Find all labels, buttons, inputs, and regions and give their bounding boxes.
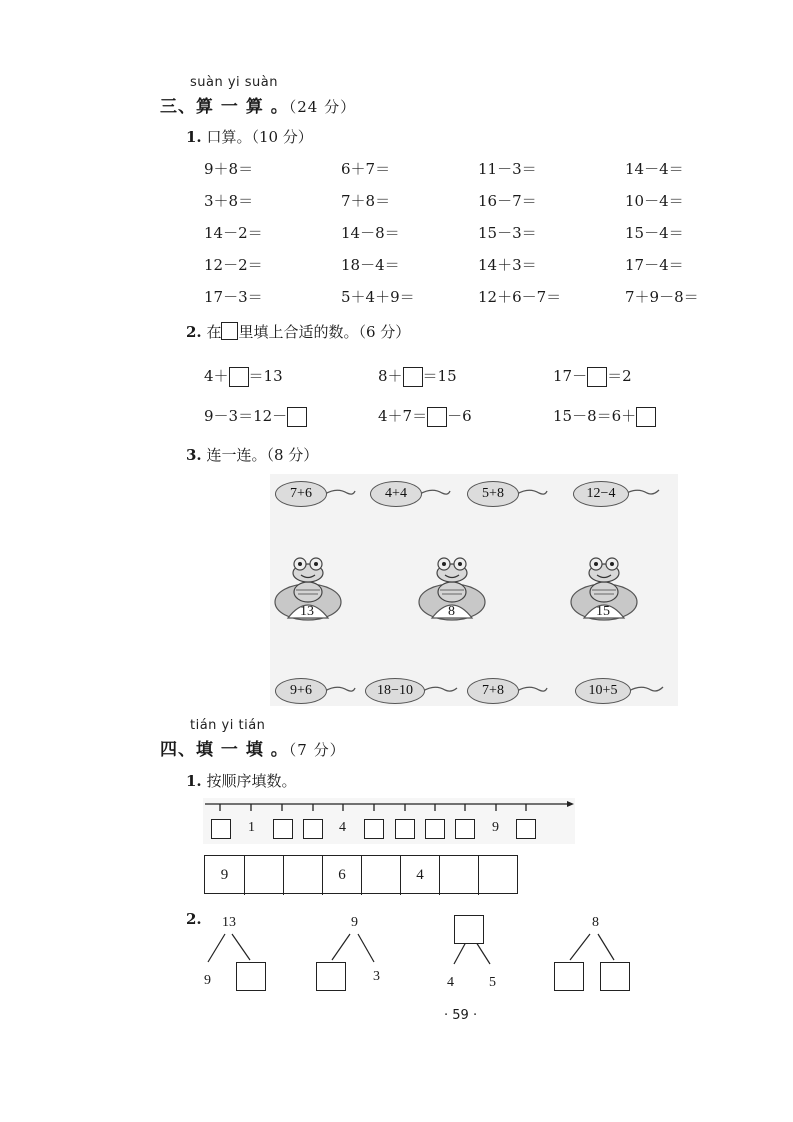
fill-item: [378, 365, 457, 387]
frog-on-lilypad[interactable]: [274, 556, 342, 622]
tadpole-expression: 7+6: [275, 481, 327, 507]
bond-top: 9: [351, 915, 358, 930]
oral-calc-item: 14－2＝: [204, 224, 263, 242]
question-3-text: 连一连。（8 分）: [206, 446, 319, 464]
question-2-text-post: 里填上合适的数。（6 分）: [238, 323, 411, 341]
answer-box[interactable]: [287, 407, 307, 427]
fill-item: [553, 365, 632, 387]
answer-box[interactable]: [229, 367, 249, 387]
bond-answer-box[interactable]: [236, 962, 266, 991]
section-3-title: 算 一 算 。: [196, 97, 289, 117]
number-bonds: [200, 910, 640, 996]
section-4-pinyin: tián yi tián: [190, 718, 266, 733]
oral-calc-item: 14－4＝: [625, 160, 684, 178]
bond-top: 13: [222, 915, 236, 930]
number-line-box[interactable]: [211, 819, 231, 839]
frog-number: 13: [300, 604, 314, 619]
oral-calc-item: 18－4＝: [341, 256, 400, 274]
oral-calc-item: 17－4＝: [625, 256, 684, 274]
section-3-points: （24 分）: [288, 98, 357, 116]
oral-calc-item: 7＋9－8＝: [625, 288, 699, 306]
number-line-axis: [203, 798, 575, 812]
number-line-panel: [203, 798, 575, 844]
sequence-cell[interactable]: 9: [220, 867, 229, 883]
oral-calc-item: 12－2＝: [204, 256, 263, 274]
bond-answer-box[interactable]: [600, 962, 630, 991]
section-3-pinyin: suàn yi suàn: [190, 75, 279, 90]
bond-left: 9: [204, 973, 211, 988]
question-2-number: 2.: [186, 323, 202, 341]
fill-item-pre: 9－3＝12－: [204, 407, 288, 425]
question-4-1-title: [186, 770, 296, 791]
oral-calc-item: 15－4＝: [625, 224, 684, 242]
number-line-value: 9: [492, 820, 499, 835]
tadpole-expression: 10+5: [575, 678, 631, 704]
fill-item: [204, 405, 307, 427]
oral-calc-item: 3＋8＝: [204, 192, 254, 210]
page-number: · 59 ·: [444, 1008, 478, 1023]
fill-item-pre: 17－: [553, 367, 588, 385]
section-3-number: 三、: [160, 97, 196, 117]
answer-box[interactable]: [636, 407, 656, 427]
number-line-box[interactable]: [425, 819, 445, 839]
fill-item-post: ＝2: [607, 367, 632, 385]
tadpole-expression: 12−4: [573, 481, 629, 507]
question-4-1-number: 1.: [186, 772, 202, 790]
fill-item: [553, 405, 656, 427]
tadpole-expression: 5+8: [467, 481, 519, 507]
matching-panel: [270, 474, 678, 706]
question-2-title: [186, 321, 410, 342]
number-line-box[interactable]: [455, 819, 475, 839]
answer-box[interactable]: [587, 367, 607, 387]
oral-calc-item: 15－3＝: [478, 224, 537, 242]
sequence-cell[interactable]: [361, 856, 400, 895]
oral-calc-item: 5＋4＋9＝: [341, 288, 415, 306]
tadpole-expression: 9+6: [275, 678, 327, 704]
section-4-title: 填 一 填 。: [196, 740, 289, 760]
oral-calc-item: 16－7＝: [478, 192, 537, 210]
frog-on-lilypad[interactable]: [418, 556, 486, 622]
bond-right: 5: [489, 975, 496, 990]
question-1-text: 口算。（10 分）: [206, 128, 313, 146]
oral-calc-item: 10－4＝: [625, 192, 684, 210]
oral-calc-item: 11－3＝: [478, 160, 537, 178]
oral-calc-item: 17－3＝: [204, 288, 263, 306]
section-4-points: （7 分）: [288, 741, 346, 759]
number-line-box[interactable]: [273, 819, 293, 839]
question-4-2-number: 2.: [186, 910, 202, 928]
oral-calc-item: 14＋3＝: [478, 256, 537, 274]
question-3-number: 3.: [186, 446, 202, 464]
bond-right: 3: [373, 969, 380, 984]
bond-left: 4: [447, 975, 454, 990]
fill-item-pre: 4＋7＝: [378, 407, 428, 425]
question-1-title: [186, 126, 313, 147]
number-line-value: 1: [248, 820, 255, 835]
oral-calc-item: 7＋8＝: [341, 192, 391, 210]
frog-number: 8: [448, 604, 455, 619]
sequence-cell[interactable]: [478, 856, 517, 895]
fill-item: [378, 405, 472, 427]
fill-item-pre: 8＋: [378, 367, 403, 385]
fill-item-post: －6: [447, 407, 472, 425]
sequence-cell[interactable]: 6: [322, 856, 361, 895]
sequence-grid: [204, 855, 518, 894]
answer-box[interactable]: [403, 367, 423, 387]
question-4-1-text: 按顺序填数。: [206, 772, 297, 790]
section-3-heading: [160, 92, 356, 117]
question-2-text-pre: 在: [206, 323, 222, 341]
oral-calc-item: 6＋7＝: [341, 160, 391, 178]
fill-item-pre: 15－8＝6＋: [553, 407, 637, 425]
sequence-cell[interactable]: [283, 856, 322, 895]
number-line-value: 4: [339, 820, 346, 835]
bond-top: 8: [592, 915, 599, 930]
tadpole-expression: 4+4: [370, 481, 422, 507]
number-line-box[interactable]: [364, 819, 384, 839]
answer-box[interactable]: [427, 407, 447, 427]
fill-item-post: ＝15: [422, 367, 457, 385]
number-line-box[interactable]: [303, 819, 323, 839]
frog-number: 15: [596, 604, 610, 619]
sequence-cell[interactable]: [439, 856, 478, 895]
answer-box-icon: [221, 322, 238, 340]
number-line-box[interactable]: [395, 819, 415, 839]
oral-calc-item: 9＋8＝: [204, 160, 254, 178]
tadpole-expression: 7+8: [467, 678, 519, 704]
section-4-number: 四、: [160, 740, 196, 760]
sequence-cell[interactable]: [244, 856, 283, 895]
tadpole-expression: 18−10: [365, 678, 425, 704]
fill-item: [204, 365, 283, 387]
number-line-box[interactable]: [516, 819, 536, 839]
question-1-number: 1.: [186, 128, 202, 146]
fill-item-post: ＝13: [248, 367, 283, 385]
oral-calc-item: 12＋6－7＝: [478, 288, 562, 306]
section-4-heading: [160, 735, 346, 760]
bond-answer-box[interactable]: [316, 962, 346, 991]
bond-answer-box[interactable]: [454, 915, 484, 944]
question-3-title: [186, 444, 318, 465]
fill-item-pre: 4＋: [204, 367, 229, 385]
frog-on-lilypad[interactable]: [570, 556, 638, 622]
sequence-cell[interactable]: 4: [400, 856, 439, 895]
oral-calc-item: 14－8＝: [341, 224, 400, 242]
bond-answer-box[interactable]: [554, 962, 584, 991]
